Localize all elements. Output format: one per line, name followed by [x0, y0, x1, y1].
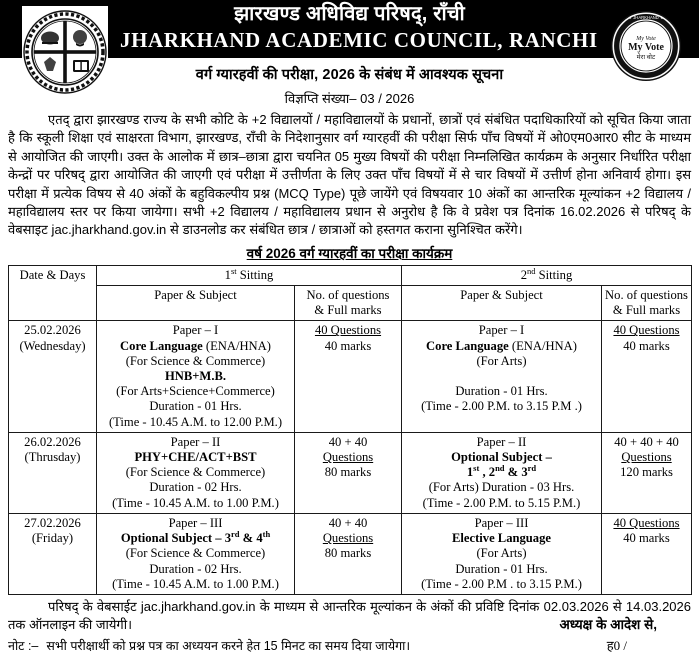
notice-body-paragraph: एतद् द्वारा झारखण्ड राज्य के सभी कोटि के +2 विद्यालयों / महाविद्यालयों के प्रधानों, छात्रों एवं संबंधित पदाधिकारियों को सूचित किया जाता है कि स्कूली शिक्षा एवं साक्षरता विभाग, झारखण्ड, राँची के निदेशानुसार वर्ग ग्यारहवीं की परीक्षा सिर्फ पाँच विषयों में ओ0एम0आर0 सीट के माध्यम से आयोजित की जाएगी। उक्त के आलोक में छात्र–छात्रा द्वारा चयनित 05 मुख्य विषयों की परीक्षा निम्नलिखित कार्यक्रम के अनुसार निर्धारित परीक्षा केन्द्रों पर परिषद् द्वारा आयोजित की जाएगी एवं परीक्षा में उत्तीर्णता के लिए उक्त पाँच विषयों में से चार विषयों में उत्तीर्ण होना अनिवार्य होगा। इस परीक्षा में प्रत्येक विषय से 40 अंकों के बहुविकल्पीय प्रश्न (MCQ Type) पूछे जायेंगे एवं विषयवार 10 अंकों का आन्तरिक मूल्यांकन +2 विद्यालय / महाविद्यालय स्तर पर किया जायेगा। सभी +2 विद्यालय / महाविद्यालय प्रधान से अनुरोध है कि वे प्रवेश पत्र दिनांक 16.02.2026 से परिषद् के वेबसाइट jac.jharkhand.gov.in से डाउनलोड कर संबंधित छात्र / छात्राओं को हस्तगत कराना सुनिश्चित करेंगे। [8, 112, 691, 238]
sitting-1-num: 1 [224, 267, 231, 282]
row2-s1-for: (For Science & Commerce) [125, 465, 266, 480]
row2-s2-subject-line2: 1st , 2nd & 3rd [466, 463, 537, 480]
svg-text:मेरा वोट: मेरा वोट [636, 54, 656, 61]
row1-s2-subject-codes: (ENA/HNA) [508, 338, 577, 353]
opt3-ordinal: rd [231, 528, 240, 539]
table-row [9, 432, 692, 513]
row2-sitting2-questions-marks [602, 432, 692, 513]
row1-s2-questions: 40 Questions [613, 323, 680, 338]
svg-text:★ JHARKHAND ★: ★ JHARKHAND ★ [628, 15, 664, 20]
row2-date-days [9, 432, 97, 513]
row3-day: (Friday) [31, 531, 74, 546]
header-questions-marks-2 [602, 286, 692, 321]
qm1-line1: No. of questions [306, 288, 390, 303]
row2-sitting1-paper-subject [97, 432, 295, 513]
row2-s2-questions: Questions [621, 450, 672, 465]
signature-mark: ह0 / [606, 637, 627, 653]
row1-s1-subject-codes: (ENA/HNA) [202, 338, 271, 353]
row2-s2-paper: Paper – II [476, 434, 527, 449]
row1-s2-time: (Time - 2.00 P.M. to 3.15 P.M .) [421, 399, 582, 414]
row2-s2-subject: Optional Subject – [451, 450, 552, 465]
jharkhand-academic-council-seal-icon [22, 6, 108, 98]
row2-day: (Thrusday) [24, 450, 81, 465]
row1-s2-marks: 40 marks [623, 338, 670, 353]
row3-sitting2-paper-subject [402, 513, 602, 594]
row3-s1-paper: Paper – III [168, 515, 223, 530]
row1-sitting2-paper-subject [402, 321, 602, 432]
row1-s1-paper: Paper – I [172, 323, 219, 338]
row2-s1-time: (Time - 10.45 A.M. to 1.00 P.M.) [112, 495, 279, 510]
note-label: नोट :– [8, 638, 39, 653]
row1-s1-time: (Time - 10.45 A.M. to 12.00 P.M.) [108, 414, 283, 429]
row2-s1-duration: Duration - 02 Hrs. [149, 480, 242, 495]
table-row [9, 513, 692, 594]
row1-date: 25.02.2026 [24, 323, 81, 338]
row1-s2-paper: Paper – I [478, 323, 525, 338]
row1-s2-subject: Core Language [426, 338, 509, 353]
header-date-days: Date & Days [9, 265, 97, 321]
row1-s2-spacer [404, 369, 599, 384]
row1-s1-for2: (For Arts+Science+Commerce) [116, 384, 275, 399]
footer-note [8, 634, 691, 654]
row3-date-days [9, 513, 97, 594]
header-paper-subject-2: Paper & Subject [402, 286, 602, 321]
row3-date: 27.02.2026 [24, 515, 81, 530]
row1-s1-for: (For Science & Commerce) [125, 353, 266, 368]
row3-sitting2-questions-marks [602, 513, 692, 594]
schedule-title: वर्ष 2026 वर्ग ग्यारहवीं का परीक्षा कार्यक्रम [246, 245, 453, 261]
row2-sitting2-paper-subject [402, 432, 602, 513]
footer-paragraph: परिषद् के वेबसाईट jac.jharkhand.gov.in के माध्यम से आन्तरिक मूल्यांकन के अंकों की प्रविष्टि दिनांक 02.03.2026 से 14.03.2026 तक ऑनलाइन की जायेगी। [8, 598, 691, 632]
qm1-line2: & Full marks [314, 303, 382, 318]
row3-sitting1-paper-subject [97, 513, 295, 594]
notice-body-section [0, 109, 699, 240]
row2-s2-marks: 120 marks [620, 465, 673, 480]
row2-s2-for: (For Arts) Duration - 03 Hrs. [428, 480, 575, 495]
row2-sitting1-questions-marks [295, 432, 402, 513]
row3-s1-marks: 80 marks [324, 546, 372, 561]
table-header-row-2 [9, 286, 692, 321]
row3-s1-time: (Time - 10.45 A.M. to 1.00 P.M.) [112, 576, 279, 591]
row3-s1-for: (For Science & Commerce) [125, 546, 266, 561]
sitting-1-word: Sitting [236, 267, 274, 282]
note-text: सभी परीक्षार्थी को प्रश्न पत्र का अध्ययन करने हेत 15 मिनट का समय दिया जायेगा। [46, 638, 411, 653]
exam-schedule-table [8, 265, 692, 595]
notice-number: विज्ञप्ति संख्या– 03 / 2026 [284, 91, 415, 106]
opt-3-ordinal: rd [527, 463, 537, 474]
row3-s2-subject: Elective Language [452, 531, 551, 546]
opt4-ordinal: th [262, 528, 271, 539]
row1-s2-duration: Duration - 01 Hrs. [455, 384, 548, 399]
row2-s1-questions: Questions [322, 450, 374, 465]
row3-s2-for: (For Arts) [476, 546, 527, 561]
row2-s1-count: 40 + 40 [328, 434, 368, 449]
sitting-2-word: Sitting [535, 267, 573, 282]
document-footer [0, 595, 699, 654]
row3-s1-subject: Optional Subject – 3rd & 4th [120, 528, 271, 546]
row1-s1-marks: 40 marks [324, 338, 372, 353]
row3-s1-questions: Questions [322, 531, 374, 546]
table-row [9, 321, 692, 432]
row1-s1-questions: 40 Questions [314, 323, 382, 338]
row2-s1-marks: 80 marks [324, 465, 372, 480]
schedule-table-wrap [0, 265, 699, 595]
signature-authority-line: अध्यक्ष के आदेश से, [559, 616, 657, 632]
header-titles [120, 2, 598, 53]
row1-s2-for: (For Arts) [476, 353, 527, 368]
table-header-row-1 [9, 265, 692, 285]
sitting-2-num: 2 [520, 267, 528, 282]
row2-s2-count: 40 + 40 + 40 [614, 434, 679, 449]
row3-sitting1-questions-marks [295, 513, 402, 594]
row1-s1-duration: Duration - 01 Hrs. [149, 399, 242, 414]
row2-date: 26.02.2026 [24, 434, 81, 449]
qm2-line1: No. of questions [605, 288, 688, 303]
header-paper-subject-1: Paper & Subject [97, 286, 295, 321]
opt-1-ordinal: st [473, 463, 480, 474]
row2-s1-paper: Paper – II [170, 434, 221, 449]
sitting-1-ordinal: st [230, 265, 237, 276]
my-vote-seal-icon [609, 6, 683, 86]
row3-s2-time: (Time - 2.00 P.M . to 3.15 P.M.) [421, 576, 582, 591]
notice-subject-line: वर्ग ग्यारहवीं की परीक्षा, 2026 के संबंध में आवश्यक सूचना [195, 67, 504, 83]
row1-sitting1-questions-marks [295, 321, 402, 432]
qm2-line2: & Full marks [612, 303, 681, 318]
row2-s1-subject: PHY+CHE/ACT+BST [134, 450, 257, 465]
sitting-2-ordinal: nd [527, 265, 536, 276]
row3-s2-questions: 40 Questions [613, 515, 680, 530]
row2-s2-time: (Time - 2.00 P.M. to 5.15 P.M.) [422, 495, 581, 510]
row1-day: (Wednesday) [19, 338, 86, 353]
row1-sitting2-questions-marks [602, 321, 692, 432]
row3-s2-marks: 40 marks [623, 531, 670, 546]
row1-s1-subject2: HNB+M.B. [164, 369, 227, 384]
row3-s1-count: 40 + 40 [328, 515, 368, 530]
header-sitting-1 [97, 265, 402, 285]
header-questions-marks-1 [295, 286, 402, 321]
opt-2-ordinal: nd [495, 463, 505, 474]
row3-s2-paper: Paper – III [474, 515, 529, 530]
row1-s1-subject: Core Language [120, 338, 203, 353]
svg-text:My Vote: My Vote [628, 42, 664, 53]
council-title-english: JHARKHAND ACADEMIC COUNCIL, RANCHI [120, 28, 598, 52]
row1-date-days [9, 321, 97, 432]
svg-text:My Vote: My Vote [636, 36, 656, 42]
row3-s2-duration: Duration - 01 Hrs. [455, 561, 548, 576]
row3-s1-duration: Duration - 02 Hrs. [149, 561, 242, 576]
header-sitting-2 [402, 265, 692, 285]
council-title-hindi: झारखण्ड अधिविद्य परिषद्, राँची [234, 3, 465, 25]
row1-sitting1-paper-subject [97, 321, 295, 432]
